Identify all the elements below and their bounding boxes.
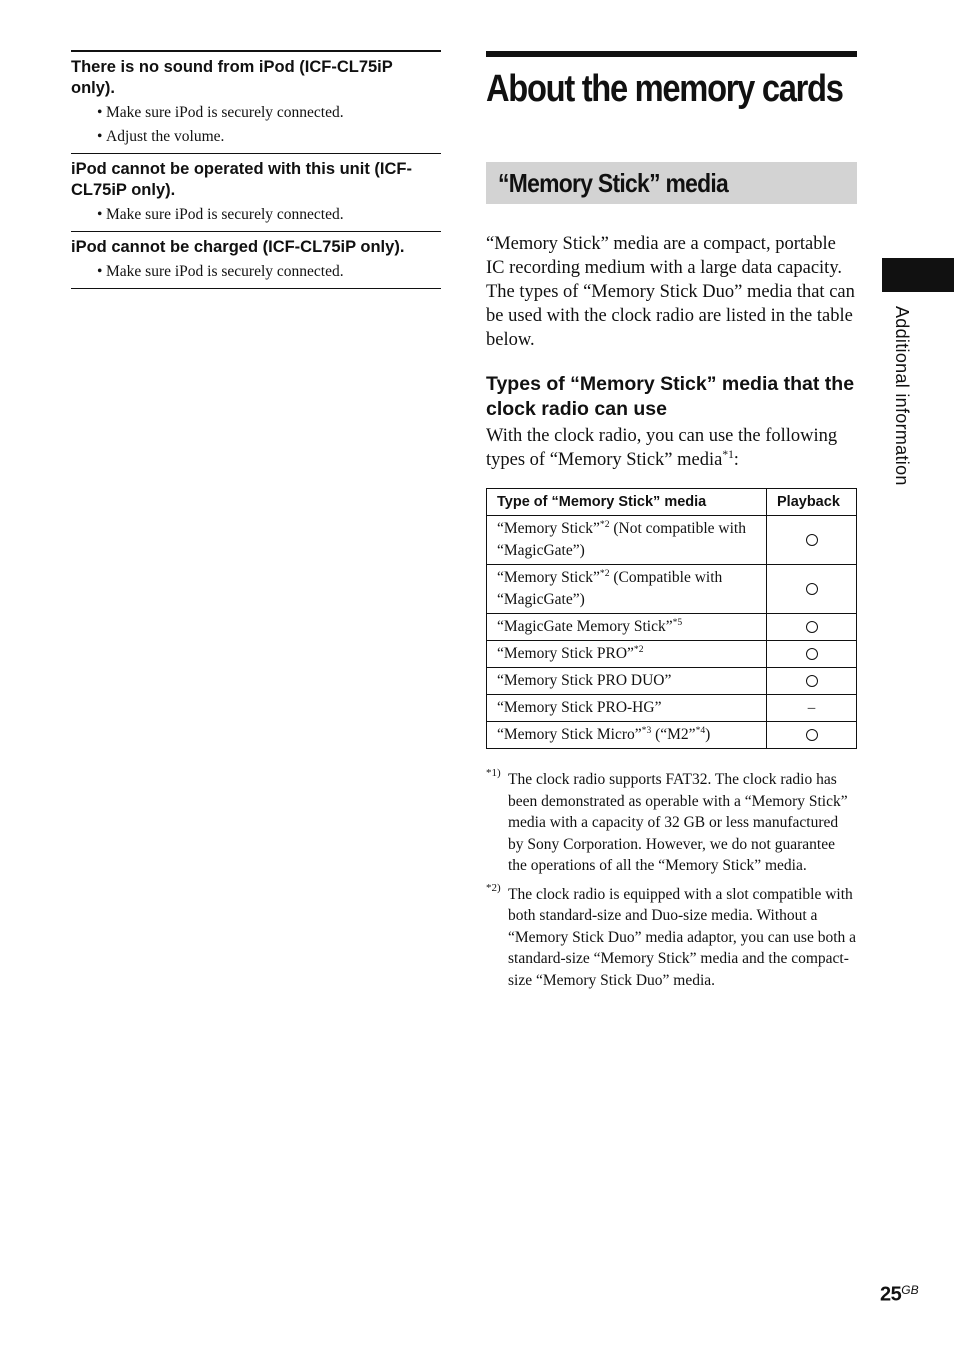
media-type-cell [487,565,767,614]
media-name: “MagicGate Memory Stick” [497,618,673,635]
media-note-close: ) [705,726,711,743]
playback-cell [767,516,857,565]
media-type-cell [487,614,767,641]
circle-icon [806,534,818,546]
table-row [487,695,857,722]
footnote-ref: *3 [641,724,652,736]
tip-item: • Make sure iPod is securely connected. [71,203,441,227]
media-name: “Memory Stick” [497,569,600,586]
media-type-cell [487,722,767,749]
trouble-title: iPod cannot be charged (ICF-CL75iP only). [71,238,405,256]
footnote-ref: *2 [633,643,644,655]
trouble-title: There is no sound from iPod (ICF-CL75iP only). [71,58,393,97]
media-type-table [486,488,857,749]
media-type-cell [487,516,767,565]
media-name: “Memory Stick PRO DUO” [497,672,672,689]
footnote [486,769,857,877]
memory-cards-section [486,51,857,998]
page-title: About the memory cards [486,68,843,110]
dash-mark: – [807,700,816,716]
circle-icon [806,729,818,741]
troubleshooting-section [71,50,441,289]
footnotes [486,769,857,991]
header-playback: Playback [767,489,857,516]
section-tab-label: Additional information [892,306,912,486]
footnote-text: The clock radio supports FAT32. The clock radio has been demonstrated as operable with a “Memory Stick” media with a capacity of 32 GB or less manufactured by Sony Corporation. However, we do not guarantee the operations of all the “Memory Stick” media. [508,771,848,874]
media-type-cell [487,641,767,668]
table-row [487,516,857,565]
playback-cell [767,614,857,641]
section-tab-marker [882,258,954,292]
trouble-title: iPod cannot be operated with this unit (ICF-CL75iP only). [71,160,412,199]
usage-paragraph [486,424,857,472]
footnote [486,881,857,992]
trouble-item [71,153,441,231]
footnote-ref: *1 [722,448,734,461]
table-row [487,565,857,614]
media-name: “Memory Stick” [497,520,600,537]
circle-icon [806,583,818,595]
table-row [487,614,857,641]
title-rule [486,51,857,57]
media-name: “Memory Stick Micro” [497,726,642,743]
table-header-row [487,489,857,516]
page-number-suffix: GB [901,1283,919,1297]
footnote-ref: *4 [695,724,706,736]
playback-cell [767,565,857,614]
footnote-mark: *1) [486,767,501,779]
playback-cell [767,668,857,695]
media-type-cell [487,668,767,695]
section-heading: “Memory Stick” media [498,167,729,198]
trouble-item [71,50,441,153]
usage-tail: : [733,450,739,470]
playback-cell [767,695,857,722]
footnote-mark: *2) [486,881,501,894]
media-note: (“M2” [651,726,696,743]
media-note: (Compatible with “MagicGate”) [497,569,723,608]
circle-icon [806,648,818,660]
footnote-ref: *5 [672,616,683,628]
footnote-ref: *2 [599,567,610,579]
intro-paragraph: “Memory Stick” media are a compact, portable IC recording medium with a large data capacity. The types of “Memory Stick Duo” media that can be used with the clock radio are listed in the table below. [486,234,855,350]
section-heading-band [486,162,857,204]
trouble-item [71,231,441,289]
media-name: “Memory Stick PRO-HG” [497,699,662,716]
subheading: Types of “Memory Stick” media that the clock radio can use [486,373,855,420]
media-note: (Not compatible with “MagicGate”) [497,520,746,559]
media-name: “Memory Stick PRO” [497,645,634,662]
tip-item: • Make sure iPod is securely connected. [71,101,441,125]
header-media-type: Type of “Memory Stick” media [487,489,767,516]
table-row [487,668,857,695]
tip-list [71,203,441,227]
circle-icon [806,675,818,687]
playback-cell [767,722,857,749]
media-type-cell [487,695,767,722]
footnote-text: The clock radio is equipped with a slot compatible with both standard-size and Duo-size media. Without a “Memory Stick Duo” media adaptor, you can use both a standard-size “Memory Stick” media and the compact-size “Memory Stick Duo” media. [508,885,857,989]
tip-item: • Make sure iPod is securely connected. [71,260,441,284]
footnote-ref: *2 [599,518,610,530]
tip-item: • Adjust the volume. [71,125,441,149]
table-row [487,641,857,668]
playback-cell [767,641,857,668]
usage-text: With the clock radio, you can use the following types of “Memory Stick” media [486,426,838,470]
tip-list [71,101,441,149]
tip-list [71,260,441,284]
page-number [880,1283,919,1306]
table-row [487,722,857,749]
circle-icon [806,621,818,633]
page-number-value: 25 [880,1283,902,1306]
